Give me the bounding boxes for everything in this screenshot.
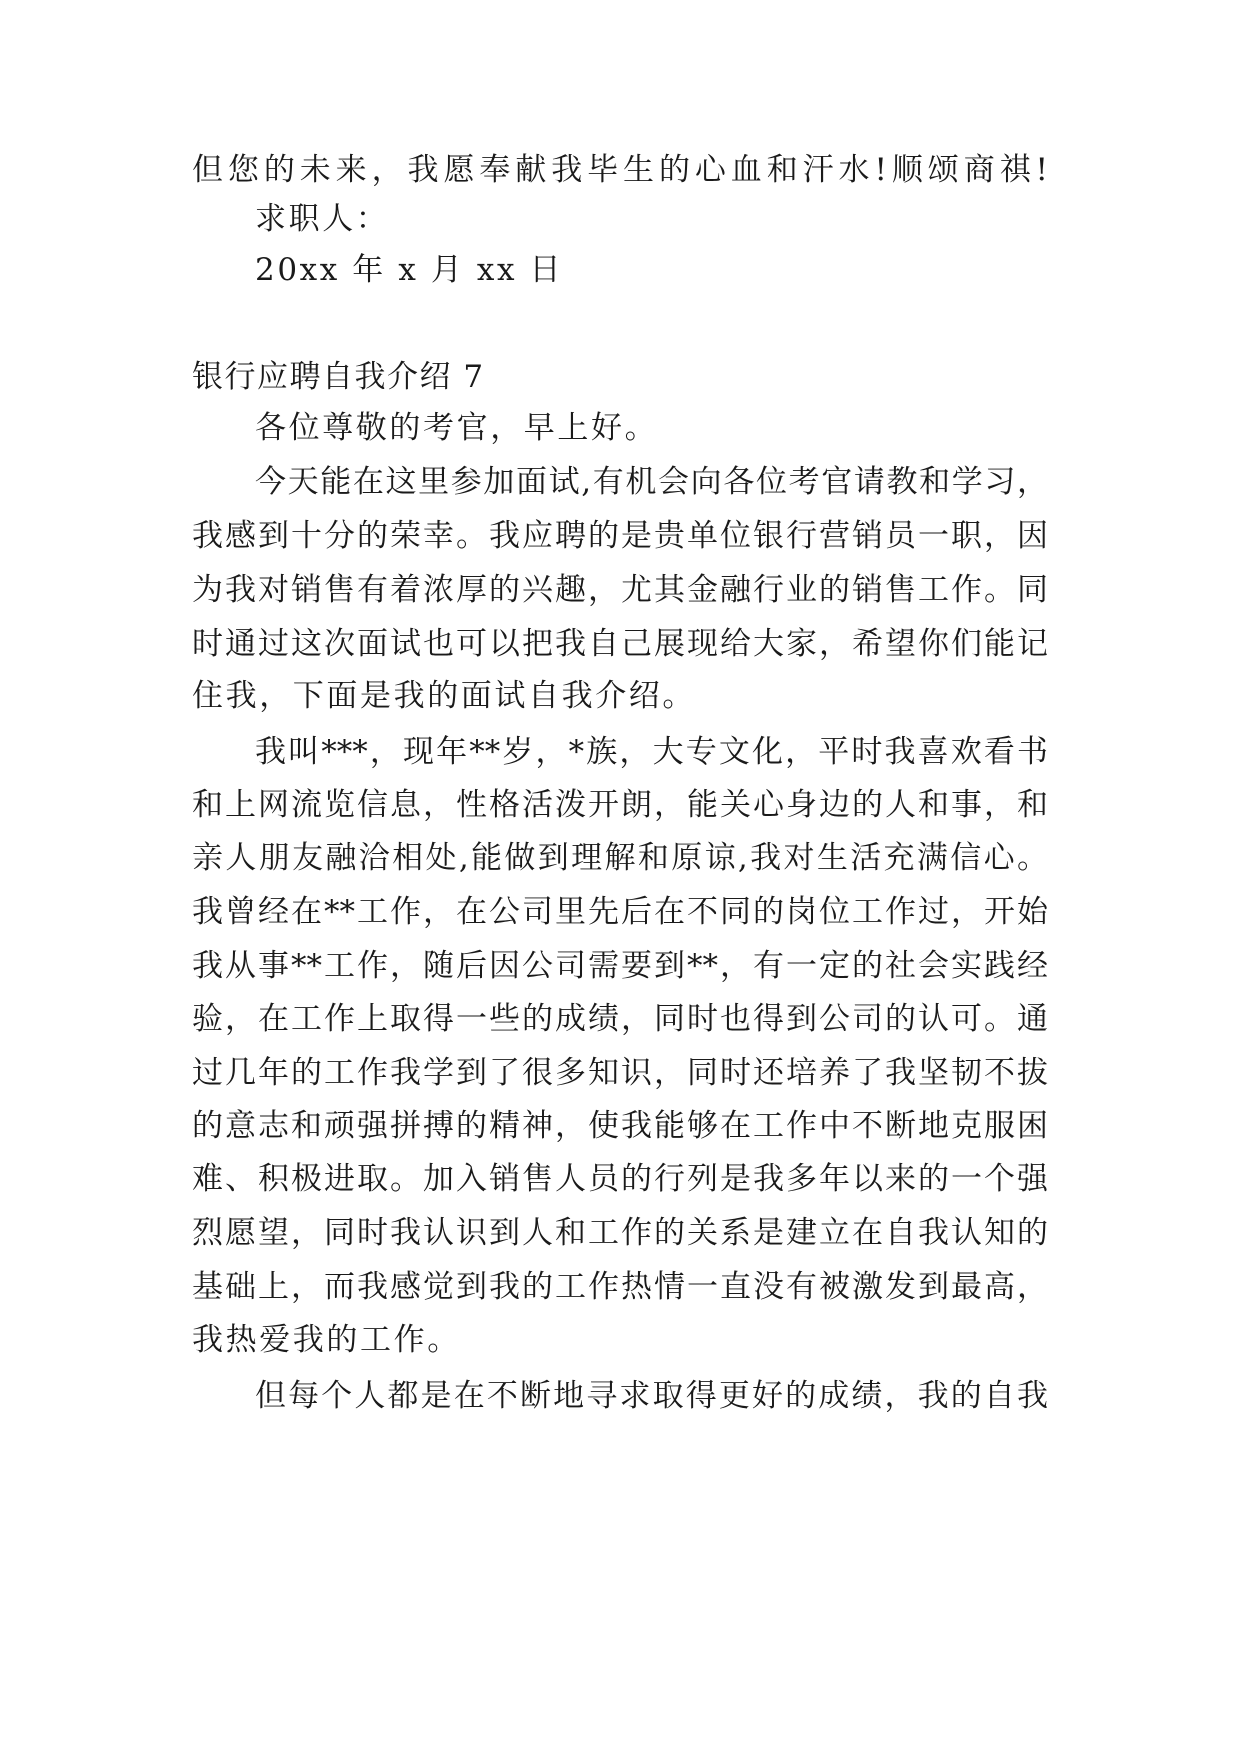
paragraph-line: 时通过这次面试也可以把我自己展现给大家，希望你们能记 xyxy=(192,626,1048,662)
signature-label: 求职人： xyxy=(255,201,390,237)
paragraph-line: 和上网流览信息，性格活泼开朗，能关心身边的人和事，和 xyxy=(192,787,1048,823)
paragraph-line: 我感到十分的荣幸。我应聘的是贵单位银行营销员一职，因 xyxy=(192,518,1048,554)
greeting-line: 各位尊敬的考官，早上好。 xyxy=(255,410,659,446)
paragraph-line: 难、积极进取。加入销售人员的行列是我多年以来的一个强 xyxy=(192,1161,1048,1197)
closing-line: 但您的未来，我愿奉献我毕生的心血和汗水!顺颂商祺! xyxy=(192,152,1048,188)
paragraph-line: 为我对销售有着浓厚的兴趣，尤其金融行业的销售工作。同 xyxy=(192,572,1048,608)
paragraph-line: 但每个人都是在不断地寻求取得更好的成绩，我的自我 xyxy=(255,1378,1048,1414)
paragraph-line: 验，在工作上取得一些的成绩，同时也得到公司的认可。通 xyxy=(192,1001,1048,1037)
paragraph-line: 今天能在这里参加面试,有机会向各位考官请教和学习， xyxy=(255,464,1048,500)
paragraph-line: 的意志和顽强拼搏的精神，使我能够在工作中不断地克服困 xyxy=(192,1108,1048,1144)
paragraph-line: 烈愿望，同时我认识到人和工作的关系是建立在自我认知的 xyxy=(192,1215,1048,1251)
paragraph-line: 我热爱我的工作。 xyxy=(192,1322,461,1358)
paragraph-line: 亲人朋友融洽相处,能做到理解和原谅,我对生活充满信心。 xyxy=(192,840,1048,876)
signature-date: 20xx 年 x 月 xx 日 xyxy=(255,252,564,288)
section-title: 银行应聘自我介绍 7 xyxy=(192,359,485,395)
paragraph-line: 我从事**工作，随后因公司需要到**，有一定的社会实践经 xyxy=(192,948,1048,984)
paragraph-line: 住我，下面是我的面试自我介绍。 xyxy=(192,678,696,714)
paragraph-line: 基础上，而我感觉到我的工作热情一直没有被激发到最高， xyxy=(192,1269,1048,1305)
paragraph-line: 过几年的工作我学到了很多知识，同时还培养了我坚韧不拔 xyxy=(192,1055,1048,1091)
paragraph-line: 我曾经在**工作，在公司里先后在不同的岗位工作过，开始 xyxy=(192,894,1048,930)
paragraph-line: 我叫***，现年**岁，*族，大专文化，平时我喜欢看书 xyxy=(255,734,1048,770)
